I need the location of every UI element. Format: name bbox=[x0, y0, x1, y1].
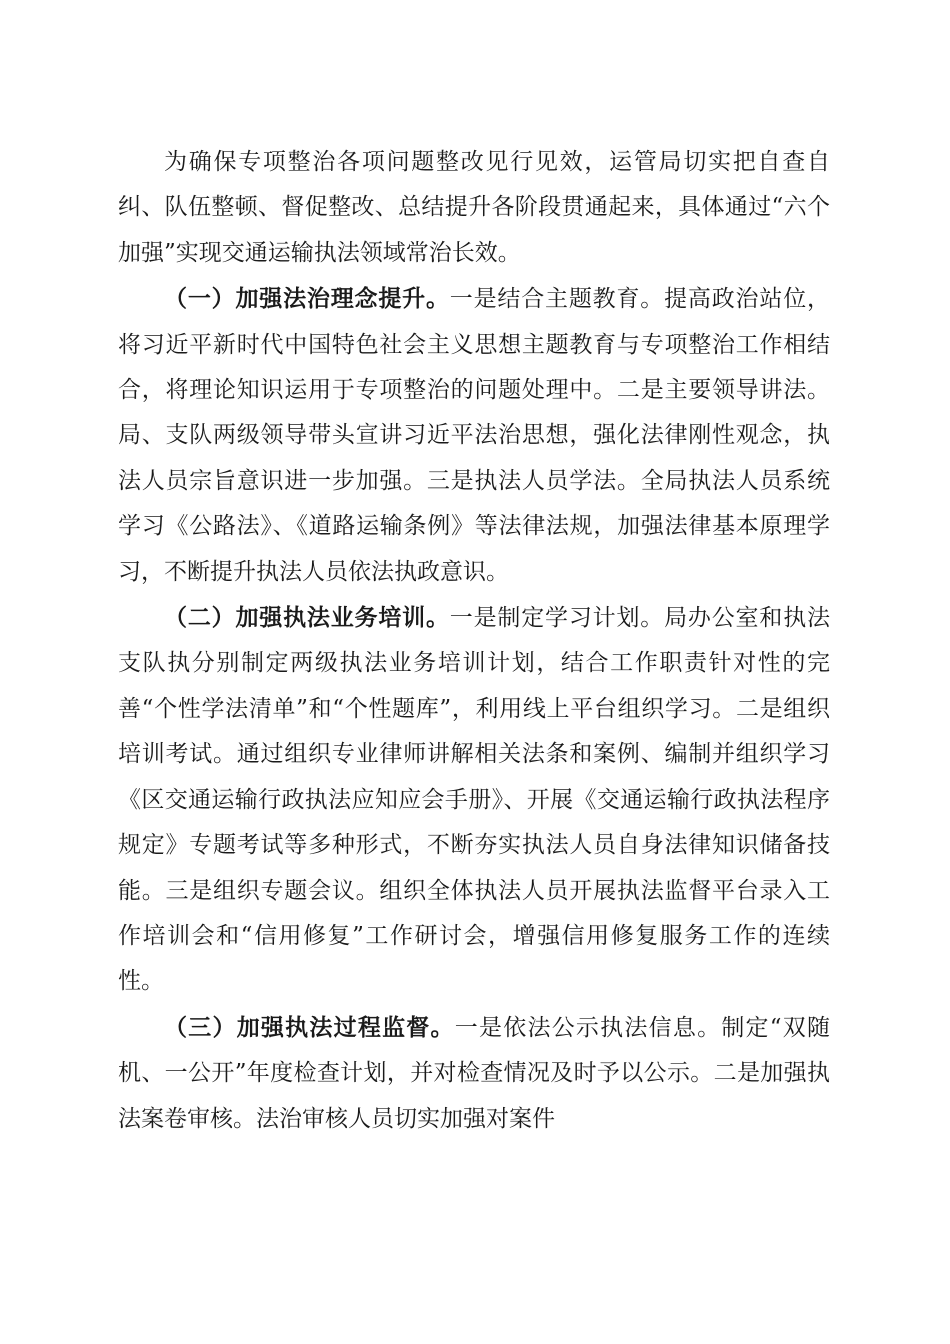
section-2-text: 一是制定学习计划。局办公室和执法支队执分别制定两级执法业务培训计划，结合工作职责针对性的完善“个性学法清单”和“个性题库”，利用线上平台组织学习。二是组织培训考试。通过组织专业律师讲解相关法条和案例、编制并组织学习《区交通运输行政执法应知应会手册》、开展《交通运输行政执法程序规定》专题考试等多种形式，不断夯实执法人员自身法律知识储备技能。三是组织专题会议。组织全体执法人员开展执法监督平台录入工作培训会和“信用修复”工作研讨会，增强信用修复服务工作的连续性。 bbox=[118, 605, 831, 995]
section-3-heading: （三）加强执法过程监督。 bbox=[164, 1013, 455, 1041]
intro-paragraph bbox=[118, 140, 830, 276]
document-body bbox=[118, 140, 830, 1142]
section-3-text: 一是依法公示执法信息。制定“双随机、一公开”年度检查计划，并对检查情况及时予以公示。二是加强执法案卷审核。法治审核人员切实加强对案件 bbox=[118, 1014, 831, 1132]
section-1-paragraph bbox=[118, 276, 830, 595]
section-1-text: 一是结合主题教育。提高政治站位，将习近平新时代中国特色社会主义思想主题教育与专项整治工作相结合，将理论知识运用于专项整治的问题处理中。二是主要领导讲法。局、支队两级领导带头宣讲习近平法治思想，强化法律刚性观念，执法人员宗旨意识进一步加强。三是执法人员学法。全局执法人员系统学习《公路法》、《道路运输条例》等法律法规，加强法律基本原理学习，不断提升执法人员依法执政意识。 bbox=[118, 286, 831, 585]
intro-paragraph-text: 为确保专项整治各项问题整改见行见效，运管局切实把自查自纠、队伍整顿、督促整改、总结提升各阶段贯通起来，具体通过“六个加强”实现交通运输执法领域常治长效。 bbox=[118, 149, 830, 266]
section-2-paragraph bbox=[118, 595, 830, 1005]
section-3-paragraph bbox=[118, 1005, 830, 1142]
section-2-heading: （二）加强执法业务培训。 bbox=[164, 604, 450, 632]
section-1-heading: （一）加强法治理念提升。 bbox=[164, 285, 450, 313]
